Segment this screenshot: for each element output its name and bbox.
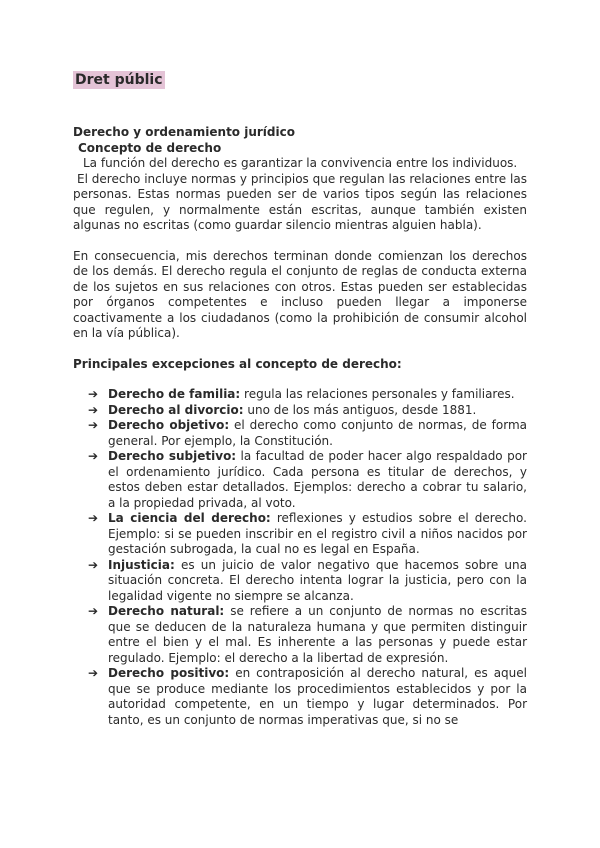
arrow-bullet-icon: ➔ (88, 449, 99, 463)
list-item-term: Derecho objetivo: (108, 418, 230, 432)
list-item (73, 418, 527, 449)
document-body (73, 125, 527, 728)
list-item (73, 403, 527, 419)
list-item-term: Derecho al divorcio: (108, 402, 244, 417)
list-item-text: se refiere a un conjunto de normas no escritas que se deducen de la naturaleza humana y que permiten distinguir entre el bien y el mal. Es inherente a las personas y puede estar regulado. Ejemplo: el derecho a la libertad de expresión. (108, 604, 527, 665)
list-item-term: Derecho positivo: (108, 666, 230, 680)
arrow-bullet-icon: ➔ (88, 402, 99, 417)
arrow-bullet-icon: ➔ (88, 666, 99, 680)
list-item (73, 558, 527, 605)
arrow-bullet-icon: ➔ (88, 387, 99, 401)
list-item-term: Injusticia: (108, 557, 175, 572)
list-item-term: Derecho natural: (108, 604, 225, 618)
section-heading: Derecho y ordenamiento jurídico (73, 125, 295, 139)
list-item-text: regula las relaciones personales y familiares. (240, 387, 515, 401)
paragraph: La función del derecho es garantizar la convivencia entre los individuos. (83, 156, 518, 170)
list-item-term: Derecho de familia: (108, 387, 241, 401)
list-item (73, 604, 527, 666)
document-title: Dret públic (75, 72, 163, 88)
list-item (73, 449, 527, 511)
arrow-bullet-icon: ➔ (88, 418, 99, 432)
list-item-text: la facultad de poder hacer algo respaldado por el ordenamiento jurídico. Cada persona es titular de derechos, y estos deben estar detallados. Ejemplos: derecho a cobrar tu salario, a la propiedad privada, al voto. (108, 449, 527, 510)
list-item-text: en contraposición al derecho natural, es aquel que se produce mediante los procedimientos establecidos y por la autoridad competente, en un tiempo y lugar determinados. Por tanto, es un conjunto de normas imperativas que, si no se (108, 666, 527, 727)
list-item-text: el derecho como conjunto de normas, de forma general. Por ejemplo, la Constitución. (108, 418, 527, 448)
arrow-bullet-icon: ➔ (88, 557, 99, 572)
list-item (73, 666, 527, 728)
exceptions-list (73, 387, 527, 728)
subsection-heading: Concepto de derecho (78, 140, 222, 155)
list-heading: Principales excepciones al concepto de derecho: (73, 356, 402, 371)
arrow-bullet-icon: ➔ (88, 511, 99, 525)
list-item-text: reflexiones y estudios sobre el derecho. Ejemplo: si se pueden inscribir en el registro civil a niños nacidos por gestación subrogada, la cual no es legal en España. (108, 511, 527, 556)
paragraph: El derecho incluye normas y principios que regulan las relaciones entre las personas. Estas normas pueden ser de varios tipos según las relaciones que regulen, y normalmente están escritas, aunque también existen algunas no escritas (como guardar silencio mientras alguien habla). (73, 171, 527, 232)
paragraph: En consecuencia, mis derechos terminan donde comienzan los derechos de los demás. El derecho regula el conjunto de reglas de conducta externa de los sujetos en sus relaciones con otros. Estas pueden ser establecidas por órganos competentes e incluso pueden llegar a imponerse coactivamente a los ciudadanos (como la prohibición de consumir alcohol en la vía pública). (73, 248, 527, 340)
list-item-text: es un juicio de valor negativo que hacemos sobre una situación concreta. El derecho intenta lograr la justicia, pero con la legalidad vigente no siempre se alcanza. (108, 557, 527, 603)
list-item-term: La ciencia del derecho: (108, 511, 271, 525)
list-item (73, 387, 527, 403)
list-item-term: Derecho subjetivo: (108, 449, 237, 463)
list-item (73, 511, 527, 558)
arrow-bullet-icon: ➔ (88, 604, 99, 618)
list-item-text: uno de los más antiguos, desde 1881. (243, 402, 477, 417)
